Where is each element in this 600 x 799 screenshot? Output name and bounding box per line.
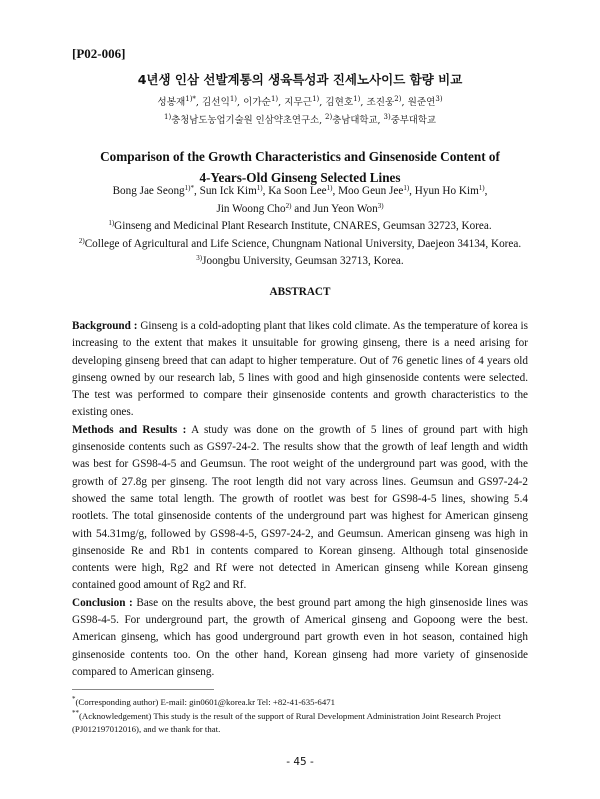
methods-label: Methods and Results : bbox=[72, 423, 187, 436]
korean-author: 김선익$^{1)}$ bbox=[202, 95, 238, 108]
korean-author: 성봉재$^{1)*}$ bbox=[157, 95, 196, 108]
english-affiliation: $^{1)}$Ginseng and Medicinal Plant Research Institute, CNARES, Geumsan 32723, Korea. bbox=[108, 219, 492, 232]
english-author-line: Jin Woong Cho$^{2)}$ and Jun Yeon Won$^{3)}$ bbox=[216, 202, 384, 215]
korean-author: 이가순$^{1)}$ bbox=[243, 95, 279, 108]
english-author: Jin Woong Cho$^{2)}$ bbox=[216, 202, 292, 215]
abstract-heading: ABSTRACT bbox=[269, 286, 331, 298]
english-author-list bbox=[0, 182, 600, 218]
korean-author: 김현호$^{1)}$ bbox=[325, 95, 361, 108]
korean-affiliation: $^{2)}$충남대학교 bbox=[325, 113, 378, 126]
korean-title: 4년생 인삼 선발계통의 생육특성과 진세노사이드 함량 비교 bbox=[137, 72, 463, 87]
conclusion-label: Conclusion : bbox=[72, 596, 133, 609]
korean-author: 원준연$^{3)}$ bbox=[407, 95, 443, 108]
footnote-acknowledgement: **(Acknowledgement) This study is the result of the support of Rural Development Administration Joint Research Project (PJ012197012016), and we thank for that. bbox=[72, 708, 501, 734]
footnote-divider bbox=[72, 689, 214, 690]
korean-affiliation-list: $^{1)}$충청남도농업기술원 인삼약초연구소, $^{2)}$충남대학교, $^{3)}$중부대학교 bbox=[164, 113, 436, 126]
english-author: Moo Geun Jee$^{1)}$ bbox=[338, 184, 410, 197]
poster-code: [P02-006] bbox=[72, 46, 126, 61]
korean-affiliation: $^{3)}$중부대학교 bbox=[383, 113, 436, 126]
english-author: Bong Jae Seong$^{1)*}$ bbox=[112, 184, 194, 197]
english-title-line: Comparison of the Growth Characteristics and Ginsenoside Content of bbox=[100, 149, 500, 164]
english-author: Sun Ick Kim$^{1)}$ bbox=[199, 184, 263, 197]
methods-text: A study was done on the growth of 5 lines of ground part with high ginsenoside contents such as GS97-24-2. The results show that the growth of leaf length and width was best for GS98-4-5 and Geumsun. The root weight of the underground part was good, with the growth of 27.8g per ginseng. The root length did not vary across lines. Geumsun and GS97-24-2 showed the same total length. The growth of rootlet was best for GS98-4-5 lines, showing 5.4 rootlets. The total ginsenoside contents of the underground part was highest for American ginseng with 54.31mg/g, followed by GS98-4-5, GS97-24-2, and Geumsun. American ginseng was high in ginsenoside Re and Rb1 in contents compared to Korean ginseng. Although total ginsenoside contents were high, Rg2 and Rf were not detected in American ginseng while Korean ginseng contained good amount of Rg2 and Rf. bbox=[72, 423, 528, 592]
korean-affiliation: $^{1)}$충청남도농업기술원 인삼약초연구소 bbox=[164, 113, 320, 126]
footnotes bbox=[72, 696, 532, 737]
background-paragraph bbox=[72, 318, 528, 422]
footnote-corresponding: *(Corresponding author) E-mail: gin0601@korea.kr Tel: +82-41-635-6471 bbox=[72, 695, 336, 707]
english-affiliation: $^{3)}$Joongbu University, Geumsan 32713, Korea. bbox=[196, 254, 404, 267]
page-number: - 45 - bbox=[286, 756, 314, 768]
english-title-line: 4-Years-Old Ginseng Selected Lines bbox=[199, 170, 401, 185]
background-label: Background : bbox=[72, 320, 138, 332]
english-author: Jun Yeon Won$^{3)}$ bbox=[313, 202, 384, 215]
background-text: Ginseng is a cold-adopting plant that likes cold climate. As the temperature of korea is increasing to the extent that makes it unsuitable for growing ginseng, there is a need arising for developing ginseng breed that can adapt to higher temperature. Out of 76 genetic lines of 4 years old ginseng owned by our research lab, 5 lines with good and high ginsenoside contents were selected. The test was performed to compare their ginsenoside contents and growth characteristics to the existing ones. bbox=[72, 320, 529, 419]
korean-author: 조진웅$^{2)}$ bbox=[366, 95, 402, 108]
english-affiliation-list bbox=[0, 218, 600, 271]
conclusion-text: Base on the results above, the best ground part among the high ginsenoside lines was GS98-4-5. For underground part, the growth of Americal ginseng and Gopoong were the best. American ginseng, which has good underground part growth even in hot season, contained high ginsenoside contents too. On the other hand, Korean ginseng had more variety of ginsenoside compared to American ginseng. bbox=[72, 596, 528, 678]
english-author-line: Bong Jae Seong$^{1)*}$, Sun Ick Kim$^{1)}$, Ka Soon Lee$^{1)}$, Moo Geun Jee$^{1)}$, Hyun Ho Kim$^{1)}$, bbox=[112, 184, 488, 197]
korean-author: 지무근$^{1)}$ bbox=[284, 95, 320, 108]
conclusion-paragraph bbox=[72, 595, 528, 681]
english-affiliation: $^{2)}$College of Agricultural and Life Science, Chungnam National University, Daejeon 34134, Korea. bbox=[78, 236, 522, 250]
korean-author-list: 성봉재$^{1)*}$, 김선익$^{1)}$, 이가순$^{1)}$, 지무근$^{1)}$, 김현호$^{1)}$, 조진웅$^{2)}$, 원준연$^{3)}$ bbox=[157, 95, 443, 108]
english-author: Ka Soon Lee$^{1)}$ bbox=[268, 184, 333, 197]
english-author: Hyun Ho Kim$^{1)}$ bbox=[414, 184, 485, 197]
methods-paragraph bbox=[72, 422, 528, 595]
abstract-body bbox=[72, 318, 528, 681]
